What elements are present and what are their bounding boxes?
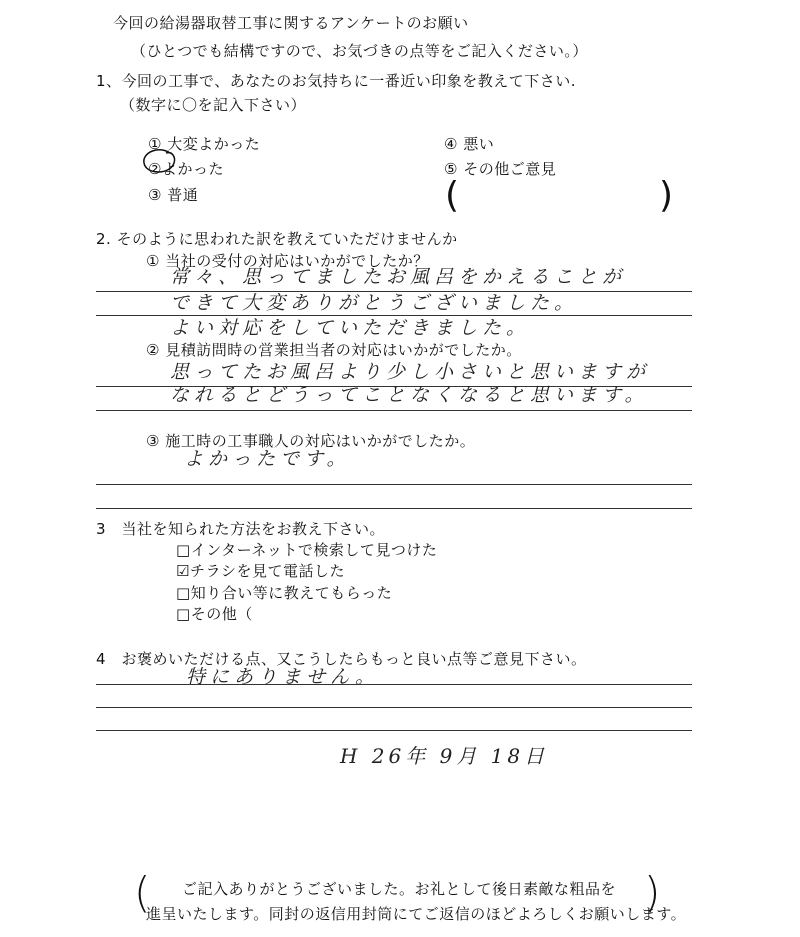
q4-answer: 特にありません。 [186,666,380,688]
answer-line [96,707,692,708]
selection-circle-icon [140,147,186,177]
survey-title: 今回の給湯器取替工事に関するアンケートのお願い [113,14,469,32]
q3-option-internet [176,539,437,560]
q3-option-other [176,603,253,624]
open-paren: ( [445,175,460,216]
checkbox-unchecked-icon: □ [176,584,191,602]
q3-option-label: その他（ [190,605,253,623]
answer-line [96,730,692,731]
q1-option-3: ③ 普通 [148,186,199,204]
q3-option-label: インターネットで検索して見つけた [190,541,438,559]
answer-line [96,684,692,685]
q2-sub3: ③ 施工時の工事職人の対応はいかがでしたか。 [146,432,476,450]
q2-ans1-line3: よい対応をしていただきました。 [170,317,531,339]
answer-line [96,508,692,509]
answer-line [96,410,692,411]
q3-option-flyer [176,560,345,581]
q2-ans3-line1: よかったです。 [184,448,351,470]
q1-option-5: ⑤ その他ご意見 [444,160,557,178]
q1-instruction: （数字に〇を記入下さい） [120,96,307,114]
checkbox-unchecked-icon: □ [176,605,191,623]
q2-ans1-line1: 常々、思ってましたお風呂をかえることが [170,266,627,288]
q3-question: 3 当社を知られた方法をお教え下さい。 [96,520,386,538]
checkbox-unchecked-icon: □ [176,541,191,559]
q1-question: 1、今回の工事で、あなたのお気持ちに一番近い印象を教えて下さい. [96,72,577,90]
q2-ans2-line1: 思ってたお風呂より少し小さいと思いますが [170,361,651,383]
q3-option-acquaintance [176,582,392,603]
q1-option-4: ④ 悪い [444,135,495,153]
q2-ans2-line2: なれるとどうってことなくなると思います。 [170,384,649,406]
footer-bracket-left: ( [134,868,151,917]
q3-option-label: 知り合い等に教えてもらった [190,584,393,602]
q2-sub1: ① 当社の受付の対応はいかがでしたか？ [146,252,429,270]
q2-question: 2. そのように思われた訳を教えていただけませんか [96,230,458,248]
q3-option-label: チラシを見て電話した [189,562,345,580]
answer-line [96,484,692,485]
footer-line1: ご記入ありがとうございました。お礼として後日素敵な粗品を [182,880,617,898]
date: H 26年 9月 18日 [340,744,549,768]
q2-ans1-line2: できて大変ありがとうございました。 [170,292,579,314]
footer-bracket-right: ) [644,868,661,917]
q1-option-2: ②よかった [148,160,224,178]
survey-subtitle: （ひとつでも結構ですので、お気づきの点等をご記入ください。） [131,42,588,60]
q2-sub2: ② 見積訪問時の営業担当者の対応はいかがでしたか。 [146,341,522,359]
q4-question: 4 お褒めいただける点、又こうしたらもっと良い点等ご意見下さい。 [96,650,587,668]
footer-line2: 進呈いたします。同封の返信用封筒にてご返信のほどよろしくお願いします。 [146,905,687,923]
checkbox-checked-icon: ☑ [176,562,190,580]
q1-option-1: ① 大変よかった [148,135,261,153]
close-paren: ) [659,175,674,216]
